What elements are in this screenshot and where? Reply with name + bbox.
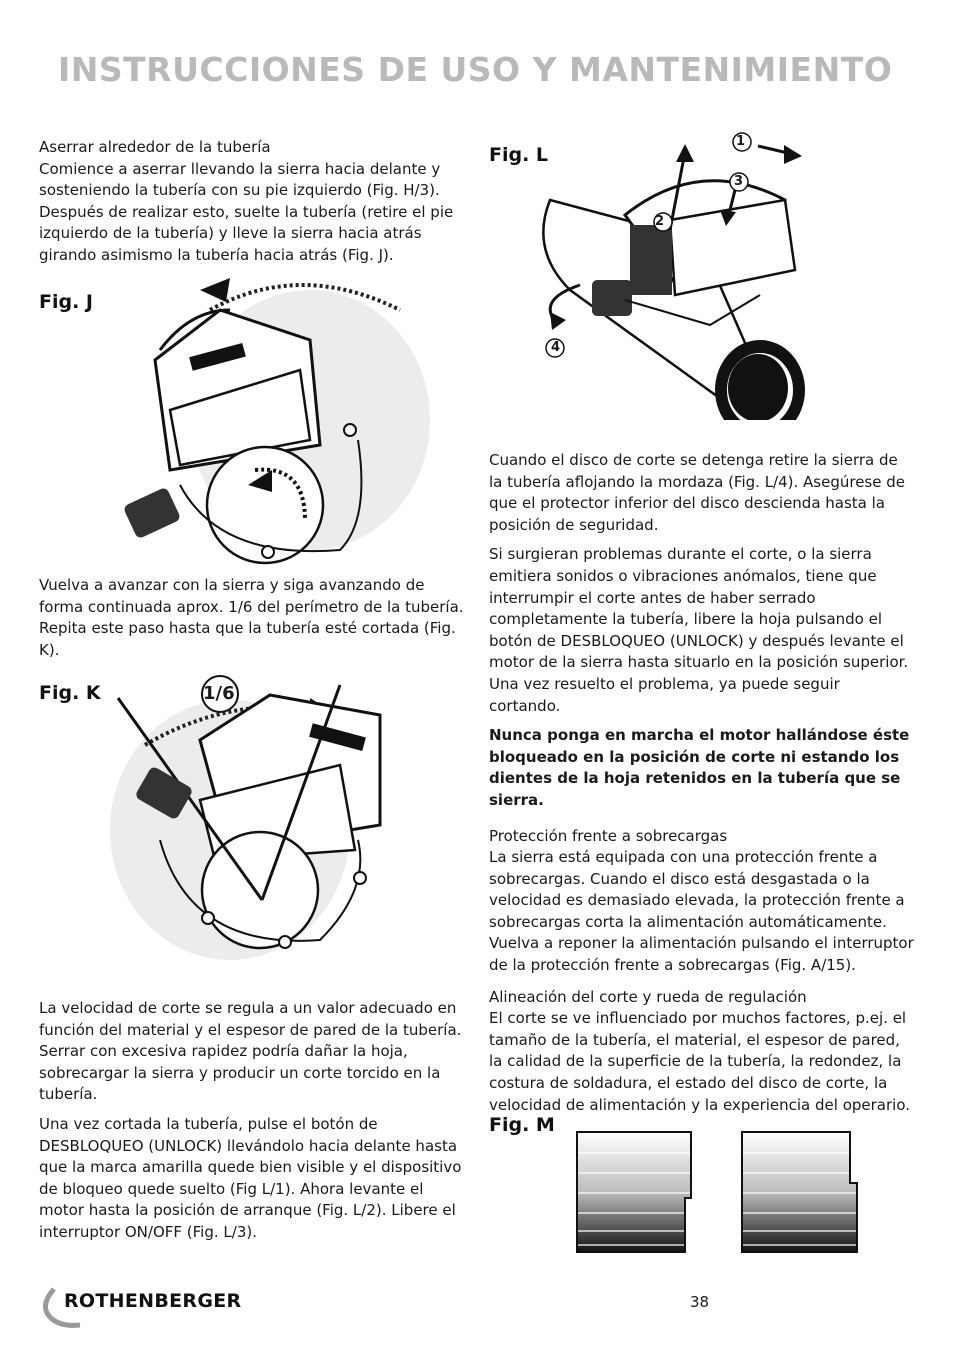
- fig-j-illustration: [100, 270, 430, 570]
- section-heading-alignment: Alineación del corte y rueda de regulación: [489, 987, 807, 1006]
- fig-l-callout-3: 3: [734, 174, 744, 189]
- fig-k-illustration: [100, 670, 430, 970]
- fig-j-label: Fig. J: [39, 291, 93, 313]
- fig-l-callout-2: 2: [655, 214, 665, 229]
- fig-k-label: Fig. K: [39, 682, 101, 704]
- page-title: INSTRUCCIONES DE USO Y MANTENIMIENTO: [58, 50, 893, 89]
- fig-m-label: Fig. M: [489, 1114, 555, 1136]
- paragraph-unlock: Una vez cortada la tubería, pulse el botón de DESBLOQUEO (UNLOCK) llevándolo hacia delante hasta que la marca amarilla quede bien visible y el dispositivo de bloqueo quede suelto (Fig L/1). Ahora levante el motor hasta la posición de arranque (Fig. L/2). Libere el interruptor ON/OFF (Fig. L/3).: [39, 1114, 462, 1241]
- left-section-1: [39, 137, 469, 267]
- right-section-1: [489, 450, 914, 1116]
- page-number: 38: [690, 1293, 710, 1311]
- paragraph-sawing: Comience a aserrar llevando la sierra hacia delante y sosteniendo la tubería con su pie izquierdo (Fig. H/3). Después de realizar esto, suelte la tubería (retire el pie izquierdo de la tubería) y lleve la sierra hacia atrás girando asimismo la tubería hacia atrás (Fig. J).: [39, 159, 454, 264]
- fig-m-illustration: [570, 1125, 870, 1260]
- section-heading-sawing: Aserrar alrededor de la tubería: [39, 138, 271, 156]
- paragraph-warning: Nunca ponga en marcha el motor hallándose éste bloqueado en la posición de corte ni estando los dientes de la hoja retenidos en la tubería que se sierra.: [489, 726, 910, 809]
- fig-l-label: Fig. L: [489, 144, 549, 166]
- fig-l-callout-4: 4: [551, 340, 561, 355]
- left-section-2: [39, 575, 469, 661]
- fig-k-fraction: 1/6: [203, 683, 235, 704]
- brand-logo-text: ROTHENBERGER: [64, 1290, 242, 1312]
- section-heading-overload: Protección frente a sobrecargas: [489, 826, 728, 845]
- paragraph-alignment: El corte se ve influenciado por muchos factores, p.ej. el tamaño de la tubería, el material, el espesor de pared, la calidad de la superficie de la tubería, la redondez, la costura de soldadura, el estado del disco de corte, la velocidad de alimentación y la experiencia del operario.: [489, 1009, 910, 1114]
- paragraph-remove-saw: Cuando el disco de corte se detenga retire la sierra de la tubería aflojando la mordaza (Fig. L/4). Asegúrese de que el protector inferior del disco descienda hasta la posición de seguridad.: [489, 451, 905, 534]
- paragraph-problems: Si surgieran problemas durante el corte, o la sierra emitiera sonidos o vibraciones anómalos, tiene que interrumpir el corte antes de haber serrado completamente la tubería, libere la hoja pulsando el botón de DESBLOQUEO (UNLOCK) y después levante el motor de la sierra hasta situarlo en la posición superior. Una vez resuelto el problema, ya puede seguir cortando.: [489, 545, 909, 715]
- paragraph-advance: Vuelva a avanzar con la sierra y siga avanzando de forma continuada aprox. 1/6 del perímetro de la tubería. Repita este paso hasta que la tubería esté cortada (Fig. K).: [39, 576, 464, 659]
- fig-l-callout-1: 1: [736, 134, 746, 149]
- left-section-3: [39, 998, 464, 1244]
- paragraph-overload: La sierra está equipada con una protección frente a sobrecargas. Cuando el disco está desgastada o la velocidad es demasiado elevada, la protección frente a sobrecargas corta la alimentación automáticamente. Vuelva a reponer la alimentación pulsando el interruptor de la protección frente a sobrecargas (Fig. A/15).: [489, 848, 914, 975]
- fig-l-illustration: [530, 130, 820, 420]
- paragraph-speed: La velocidad de corte se regula a un valor adecuado en función del material y el espesor de pared de la tubería. Serrar con excesiva rapidez podría dañar la hoja, sobrecargar la sierra y producir un corte torcido en la tubería.: [39, 999, 462, 1104]
